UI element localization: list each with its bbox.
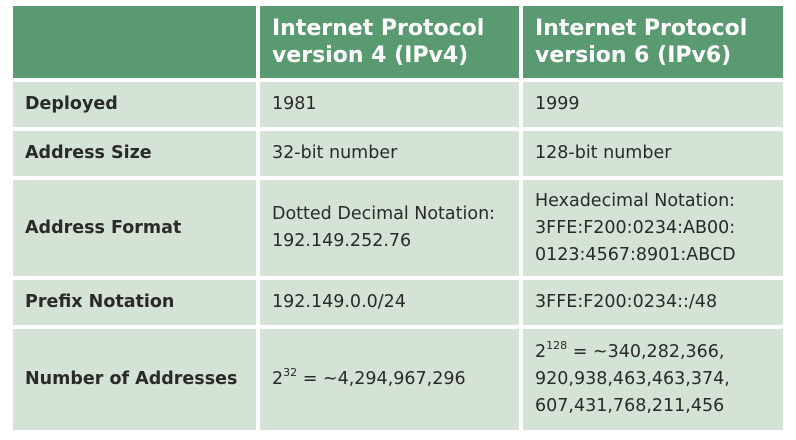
row-label: Deployed [13, 82, 256, 127]
table-row [13, 180, 783, 276]
ipv4-value: 192.149.0.0/24 [260, 280, 519, 325]
ipv6-count-line2: 920,938,463,463,374, [535, 369, 730, 389]
ipv4-count-base: 2 [272, 369, 284, 389]
ipv4-value [260, 180, 519, 276]
ipv6-value: 1999 [523, 82, 783, 127]
table-row [13, 131, 783, 176]
table-row [13, 280, 783, 325]
ipv6-format-line3: 0123:4567:8901:ABCD [535, 244, 736, 265]
header-empty-cell [13, 6, 256, 78]
header-ipv6 [523, 6, 783, 78]
row-label: Prefix Notation [13, 280, 256, 325]
header-ipv4 [260, 6, 519, 78]
header-ipv4-line2: version 4 (IPv4) [272, 43, 469, 68]
ipv6-count-base: 2 [535, 342, 547, 362]
ipv4-count-rest: = ~4,294,967,296 [297, 369, 466, 389]
header-ipv6-line1: Internet Protocol [535, 16, 748, 41]
ipv6-value [523, 180, 783, 276]
table-row [13, 82, 783, 127]
table-row [13, 329, 783, 430]
ipv4-format-line2: 192.149.252.76 [272, 231, 412, 251]
row-label: Number of Addresses [13, 329, 256, 430]
row-label: Address Format [13, 180, 256, 276]
ipv4-count-exponent: 32 [283, 366, 298, 380]
ipv6-count-line3: 607,431,768,211,456 [535, 396, 725, 416]
ipv6-value: 128-bit number [523, 131, 783, 176]
ipv6-format-line2: 3FFE:F200:0234:AB00: [535, 217, 736, 238]
ipv4-format-line1: Dotted Decimal Notation: [272, 204, 496, 224]
ipv6-count-line1 [535, 339, 730, 366]
ipv4-value: 1981 [260, 82, 519, 127]
ipv6-count-rest: = ~340,282,366, [567, 342, 725, 362]
ipv4-value: 32-bit number [260, 131, 519, 176]
ipv6-count-exponent: 128 [546, 339, 568, 353]
ipv6-value [523, 329, 783, 430]
ip-comparison-table [13, 6, 783, 430]
table-header-row [13, 6, 783, 78]
header-ipv6-line2: version 6 (IPv6) [535, 43, 732, 68]
ipv4-value [260, 329, 519, 430]
ipv6-format-line1: Hexadecimal Notation: [535, 190, 736, 211]
row-label: Address Size [13, 131, 256, 176]
ipv6-value: 3FFE:F200:0234::/48 [523, 280, 783, 325]
header-ipv4-line1: Internet Protocol [272, 16, 485, 41]
